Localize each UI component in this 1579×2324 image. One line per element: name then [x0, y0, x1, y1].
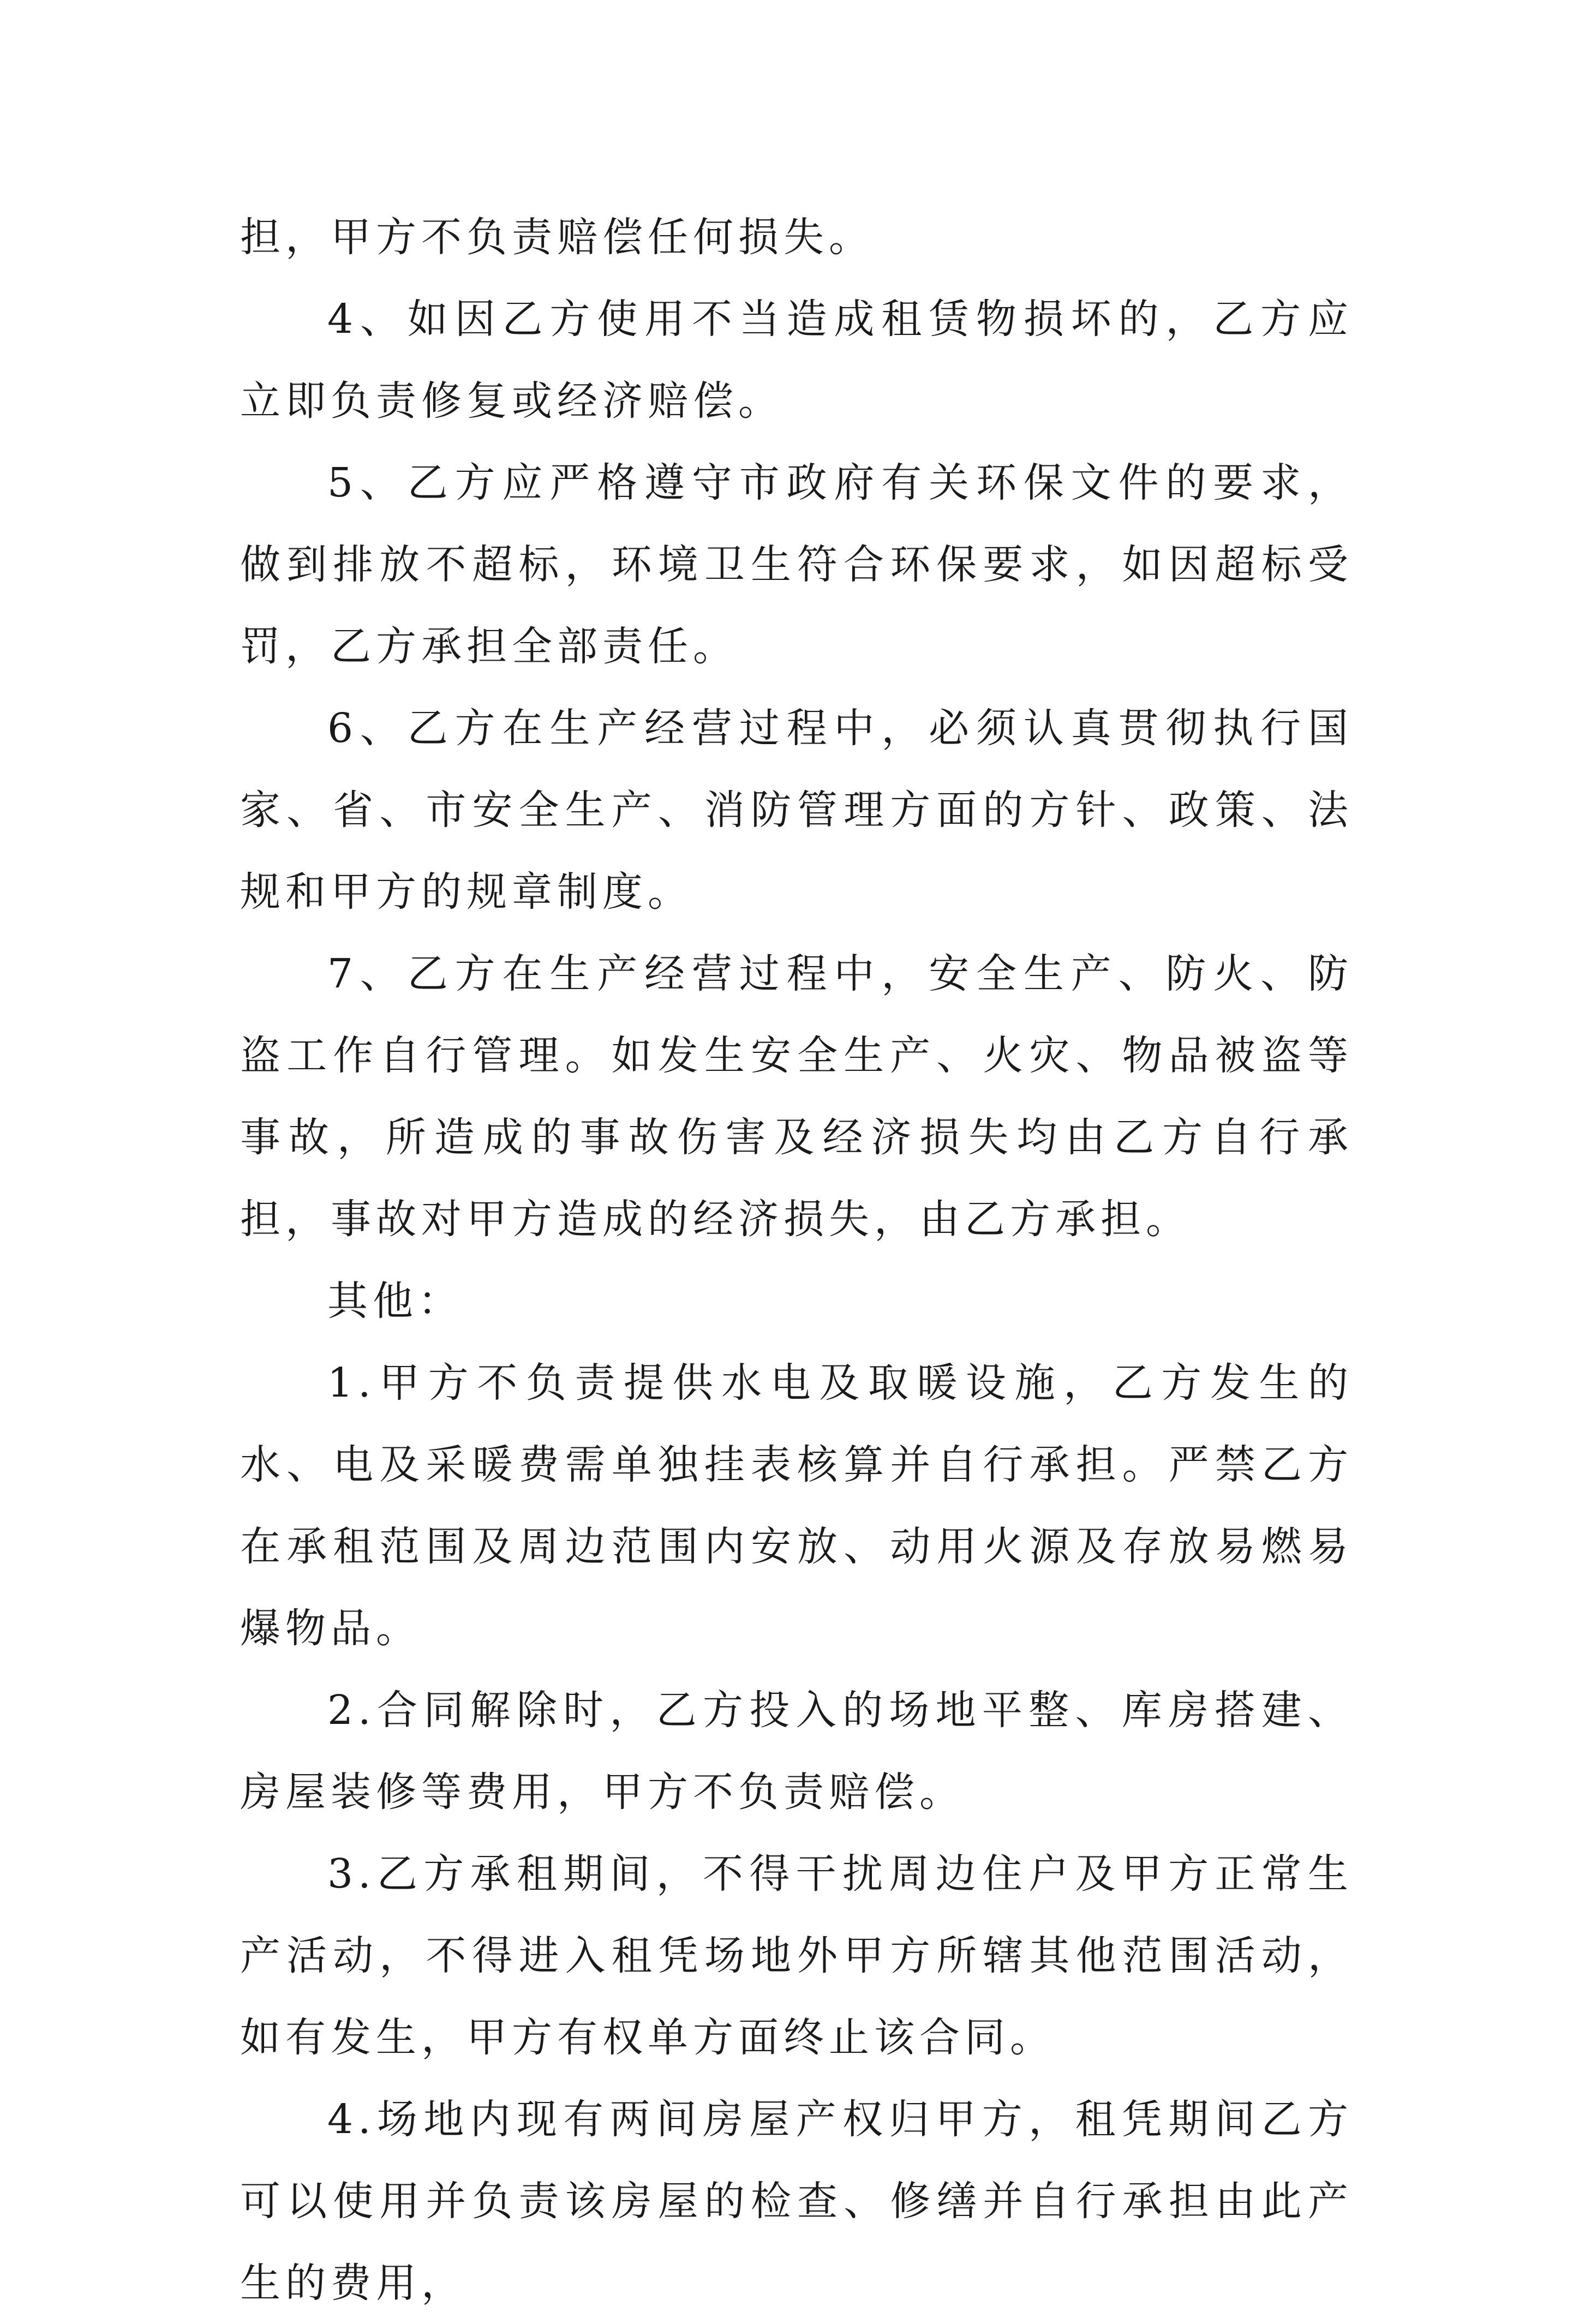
paragraph-other-heading: 其他：	[327, 1278, 463, 1325]
paragraph-other-2: 2.合同解除时，乙方投入的场地平整、库房搭建、房屋装修等费用，甲方不负责赔偿。	[240, 1687, 1353, 1816]
paragraph-other-4: 4.场地内现有两间房屋产权归甲方，租凭期间乙方可以使用并负责该房屋的检查、修缮并自行承担由此产生的费用，	[240, 2096, 1353, 2307]
paragraph-clause-7: 7、乙方在生产经营过程中，安全生产、防火、防盗工作自行管理。如发生安全生产、火灾、物品被盗等事故，所造成的事故伤害及经济损失均由乙方自行承担，事故对甲方造成的经济损失，由乙方承担。	[240, 950, 1353, 1243]
paragraph-other-1: 1.甲方不负责提供水电及取暖设施，乙方发生的水、电及采暖费需单独挂表核算并自行承担。严禁乙方在承租范围及周边范围内安放、动用火源及存放易燃易爆物品。	[240, 1359, 1353, 1652]
paragraph-other-3: 3.乙方承租期间，不得干扰周边住户及甲方正常生产活动，不得进入租凭场地外甲方所辖其他范围活动，如有发生，甲方有权单方面终止该合同。	[240, 1850, 1353, 2061]
paragraph-clause-6: 6、乙方在生产经营过程中，必须认真贯彻执行国家、省、市安全生产、消防管理方面的方针、政策、法规和甲方的规章制度。	[240, 705, 1353, 915]
document-body	[240, 196, 1353, 2324]
paragraph-clause-5: 5、乙方应严格遵守市政府有关环保文件的要求，做到排放不超标，环境卫生符合环保要求，如因超标受罚，乙方承担全部责任。	[240, 459, 1353, 670]
paragraph-clause-4: 4、如因乙方使用不当造成租赁物损坏的，乙方应立即负责修复或经济赔偿。	[240, 296, 1353, 424]
paragraph-continuation: 担，甲方不负责赔偿任何损失。	[240, 214, 874, 261]
